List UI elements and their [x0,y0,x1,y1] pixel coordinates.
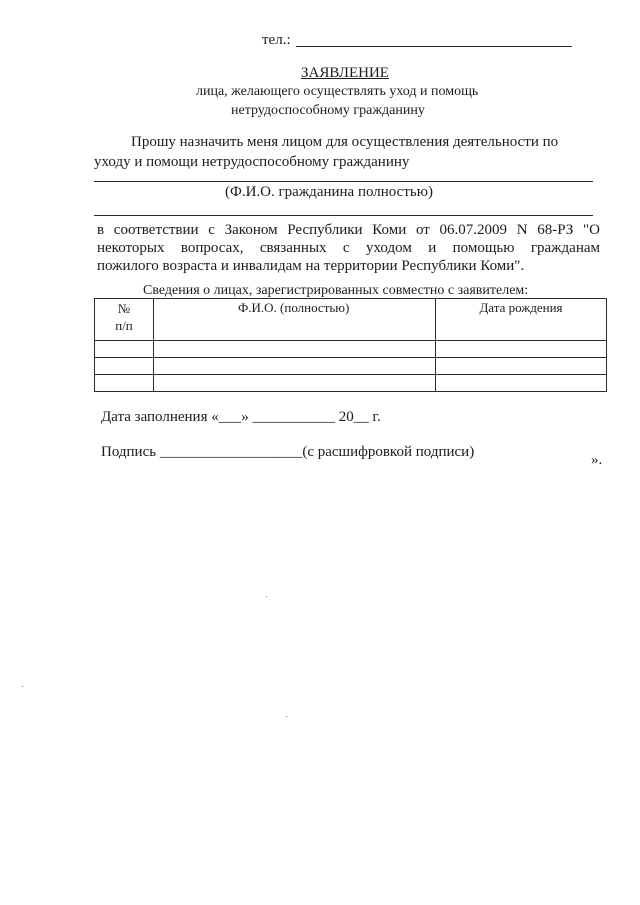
column-header-birth-date: Дата рождения [436,299,607,341]
title-subline-1: лица, желающего осуществлять уход и помощь [196,84,479,99]
scan-speck [286,716,287,717]
table-cell[interactable] [95,341,154,358]
table-header-row [95,299,607,341]
closing-quote: ». [591,452,603,468]
table-cell[interactable] [436,341,607,358]
citizen-name-caption: (Ф.И.О. гражданина полностью) [225,184,433,200]
table-row [95,375,607,392]
request-line-2: уходу и помощи нетрудоспособному гражданину [94,154,410,170]
fill-date-line: Дата заполнения «___» ___________ 20__ г. [101,409,381,425]
tel-label: тел.: [262,32,291,48]
column-header-number-line-1: № [117,301,131,316]
scan-speck [266,596,267,597]
law-line-2: некоторых вопросах, связанных с уходом и помощью гражданам [97,240,600,256]
table-row [95,341,607,358]
column-header-full-name: Ф.И.О. (полностью) [154,299,436,341]
table-row [95,358,607,375]
column-header-number-line-2: п/п [115,318,133,333]
column-header-number [95,299,154,341]
table-cell[interactable] [154,341,436,358]
law-line-3: пожилого возраста и инвалидам на территории Республики Коми". [97,258,525,274]
co-registered-persons-table [94,298,607,392]
tel-underline [296,46,572,47]
law-line-1: в соответствии с Законом Республики Коми от 06.07.2009 N 68-РЗ "О [97,222,600,238]
table-caption: Сведения о лицах, зарегистрированных совместно с заявителем: [143,283,529,298]
request-line-1: Прошу назначить меня лицом для осуществления деятельности по [131,134,559,150]
table-cell[interactable] [154,375,436,392]
table-cell[interactable] [154,358,436,375]
citizen-name-line [94,181,593,182]
table-cell[interactable] [95,375,154,392]
citizen-name-line-2 [94,215,593,216]
table-cell[interactable] [436,375,607,392]
table-cell[interactable] [436,358,607,375]
table-cell[interactable] [95,358,154,375]
signature-line: Подпись ___________________(с расшифровкой подписи) [101,444,475,460]
title-subline-2: нетрудоспособному гражданину [231,103,425,118]
document-title: ЗАЯВЛЕНИЕ [301,65,389,81]
scan-speck [22,686,23,687]
